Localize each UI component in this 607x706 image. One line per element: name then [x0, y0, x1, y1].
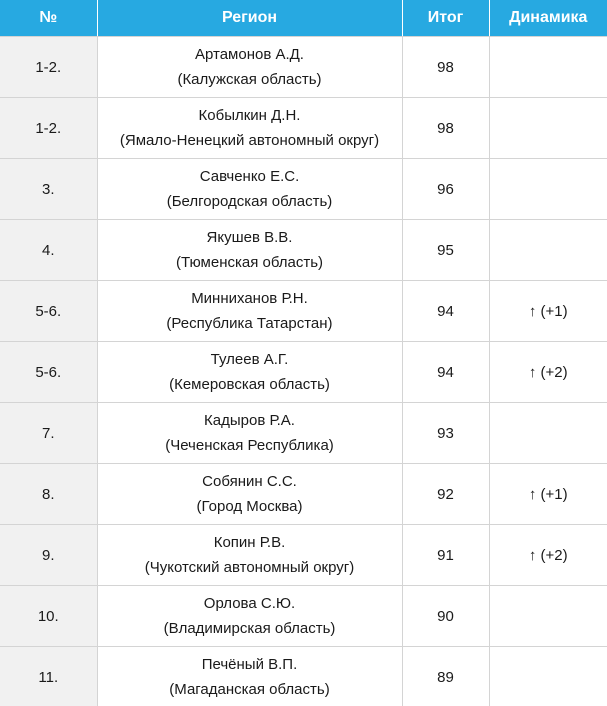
region-cell: [97, 342, 402, 403]
dynamics-cell: [489, 586, 607, 647]
header-num: №: [0, 0, 97, 37]
governor-name: Артамонов А.Д.: [195, 46, 304, 63]
total-cell: 96: [402, 159, 489, 220]
table-row: [0, 281, 607, 342]
dynamics-cell: ↑ (+2): [489, 342, 607, 403]
rank-cell: 5-6.: [0, 281, 97, 342]
dynamics-cell: [489, 647, 607, 706]
region-cell: [97, 403, 402, 464]
governor-name: Кобылкин Д.Н.: [198, 107, 301, 124]
rank-cell: 9.: [0, 525, 97, 586]
total-cell: 94: [402, 342, 489, 403]
region-cell: [97, 586, 402, 647]
table-row: [0, 37, 607, 98]
table-row: [0, 647, 607, 706]
region-name: (Тюменская область): [175, 254, 324, 271]
governor-name: Собянин С.С.: [202, 473, 297, 490]
header-dynamics: Динамика: [489, 0, 607, 37]
governor-name: Минниханов Р.Н.: [191, 290, 308, 307]
rank-cell: 10.: [0, 586, 97, 647]
total-cell: 98: [402, 98, 489, 159]
rank-cell: 8.: [0, 464, 97, 525]
rank-cell: 5-6.: [0, 342, 97, 403]
total-cell: 95: [402, 220, 489, 281]
region-cell: [97, 647, 402, 706]
dynamics-cell: ↑ (+1): [489, 464, 607, 525]
region-cell: [97, 159, 402, 220]
governor-name: Орлова С.Ю.: [203, 595, 296, 612]
table-row: [0, 525, 607, 586]
region-name: (Белгородская область): [166, 193, 333, 210]
region-cell: [97, 464, 402, 525]
header-row: [0, 0, 607, 37]
total-cell: 94: [402, 281, 489, 342]
governor-name: Кадыров Р.А.: [204, 412, 295, 429]
dynamics-cell: [489, 159, 607, 220]
table-row: [0, 159, 607, 220]
header-region: Регион: [97, 0, 402, 37]
region-name: (Калужская область): [177, 71, 322, 88]
table-body: [0, 37, 607, 706]
table-row: [0, 464, 607, 525]
region-cell: [97, 525, 402, 586]
region-name: (Город Москва): [196, 498, 303, 515]
total-cell: 91: [402, 525, 489, 586]
governor-name: Савченко Е.С.: [199, 168, 300, 185]
rank-cell: 11.: [0, 647, 97, 706]
rank-cell: 1-2.: [0, 98, 97, 159]
total-cell: 89: [402, 647, 489, 706]
governor-name: Копин Р.В.: [213, 534, 286, 551]
table-row: [0, 403, 607, 464]
table-header: [0, 0, 607, 37]
dynamics-cell: ↑ (+1): [489, 281, 607, 342]
table-row: [0, 342, 607, 403]
table-row: [0, 98, 607, 159]
dynamics-cell: [489, 98, 607, 159]
region-name: (Ямало-Ненецкий автономный округ): [119, 132, 380, 149]
total-cell: 90: [402, 586, 489, 647]
header-total: Итог: [402, 0, 489, 37]
table-row: [0, 220, 607, 281]
dynamics-cell: [489, 220, 607, 281]
region-name: (Чукотский автономный округ): [144, 559, 355, 576]
governor-name: Тулеев А.Г.: [210, 351, 289, 368]
region-name: (Владимирская область): [163, 620, 336, 637]
total-cell: 92: [402, 464, 489, 525]
governor-name: Печёный В.П.: [201, 656, 298, 674]
region-cell: [97, 220, 402, 281]
rank-cell: 3.: [0, 159, 97, 220]
region-cell: [97, 281, 402, 342]
region-cell: [97, 37, 402, 98]
rank-cell: 7.: [0, 403, 97, 464]
dynamics-cell: [489, 37, 607, 98]
table-row: [0, 586, 607, 647]
total-cell: 98: [402, 37, 489, 98]
region-name: (Чеченская Республика): [165, 437, 334, 454]
total-cell: 93: [402, 403, 489, 464]
region-name: (Кемеровская область): [169, 376, 330, 393]
region-name: (Республика Татарстан): [166, 315, 333, 332]
region-cell: [97, 98, 402, 159]
rank-cell: 1-2.: [0, 37, 97, 98]
region-name: (Магаданская область): [169, 681, 330, 699]
governor-name: Якушев В.В.: [206, 229, 293, 246]
dynamics-cell: [489, 403, 607, 464]
rank-cell: 4.: [0, 220, 97, 281]
dynamics-cell: ↑ (+2): [489, 525, 607, 586]
